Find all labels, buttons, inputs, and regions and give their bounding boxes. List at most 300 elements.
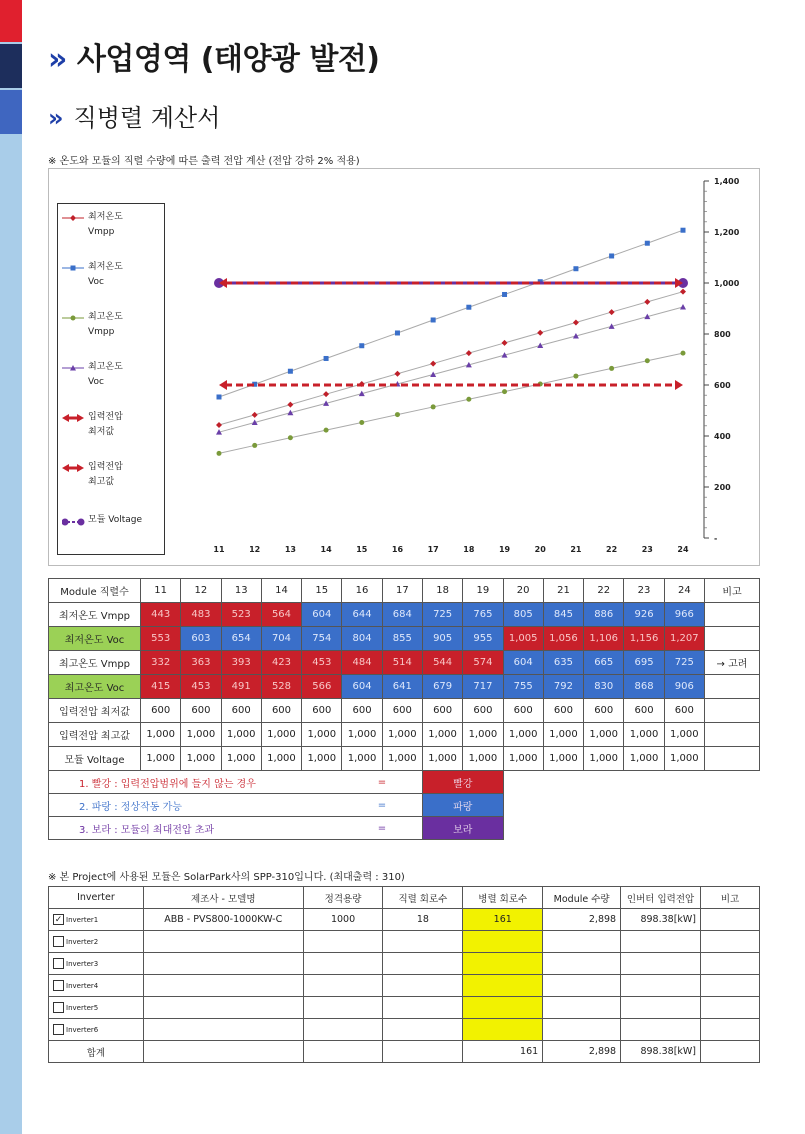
- header-cell: Module 수량: [543, 887, 621, 909]
- inverter-name: Inverter2: [66, 938, 99, 946]
- table-cell: 955: [463, 627, 503, 651]
- header-cell: 12: [181, 579, 221, 603]
- x-tick-label: 12: [249, 545, 261, 554]
- parallel-cell: [463, 997, 543, 1019]
- y-tick-label: 1,400: [714, 177, 740, 186]
- table-cell: 600: [543, 699, 583, 723]
- legend-swatch: 보라: [422, 817, 503, 840]
- total-input: 898.38[kW]: [621, 1041, 701, 1063]
- data-point: [395, 330, 400, 335]
- data-point: [466, 305, 471, 310]
- data-point: [395, 412, 400, 417]
- x-tick-label: 15: [356, 545, 368, 554]
- header-cell: 14: [261, 579, 301, 603]
- legend-item: [62, 514, 142, 528]
- table-row: [49, 675, 760, 699]
- chart-note: ※ 온도와 모듈의 직렬 수량에 따른 출력 전압 계산 (전압 강하 2% 적용): [48, 156, 360, 167]
- side-accent-red: [0, 0, 22, 42]
- data-point: [645, 241, 650, 246]
- inverter-name: Inverter1: [66, 916, 99, 924]
- table-cell: 1,000: [261, 747, 301, 771]
- header-cell: 24: [664, 579, 704, 603]
- voltage-table: [48, 578, 760, 840]
- legend-item: [62, 210, 123, 240]
- capacity-cell: [303, 1019, 383, 1041]
- data-point: [288, 369, 293, 374]
- data-point: [324, 428, 329, 433]
- table-cell: 604: [342, 675, 382, 699]
- inverter-cell: [49, 909, 144, 931]
- inverter-checkbox[interactable]: [53, 980, 64, 991]
- x-tick-label: 18: [463, 545, 475, 554]
- table-cell: 600: [141, 699, 181, 723]
- inverter-name: Inverter3: [66, 960, 99, 968]
- table-cell: 600: [261, 699, 301, 723]
- y-tick-label: 1,000: [714, 279, 740, 288]
- data-point: [252, 443, 257, 448]
- note-cell: [705, 627, 760, 651]
- table-cell: 725: [422, 603, 462, 627]
- header-cell: 병렬 회로수: [463, 887, 543, 909]
- table-cell: 491: [221, 675, 261, 699]
- table-cell: 603: [181, 627, 221, 651]
- series-cell: [383, 931, 463, 953]
- table-cell: 453: [302, 651, 342, 675]
- input-cell: [621, 997, 701, 1019]
- legend-row: [49, 817, 760, 840]
- table-cell: 704: [261, 627, 301, 651]
- table-cell: 600: [342, 699, 382, 723]
- legend-blank: [503, 794, 759, 817]
- header-cell: 인버터 입력전압: [621, 887, 701, 909]
- table-cell: 600: [221, 699, 261, 723]
- side-accent-blue: [0, 90, 22, 134]
- x-tick-label: 23: [641, 545, 653, 554]
- data-point: [216, 422, 222, 428]
- x-tick-label: 11: [213, 545, 225, 554]
- input-cell: 898.38[kW]: [621, 909, 701, 931]
- modules-cell: [543, 1019, 621, 1041]
- note-cell: [701, 997, 760, 1019]
- table-cell: 544: [422, 651, 462, 675]
- row-label: 최저온도 Vmpp: [49, 603, 141, 627]
- data-point: [502, 389, 507, 394]
- table-cell: 483: [181, 603, 221, 627]
- x-tick-label: 14: [320, 545, 332, 554]
- inverter-cell: [49, 997, 144, 1019]
- data-point: [680, 289, 686, 295]
- table-cell: 528: [261, 675, 301, 699]
- legend-marker-icon: [62, 413, 86, 423]
- legend-item: [62, 360, 123, 390]
- table-cell: 604: [503, 651, 543, 675]
- table-cell: 553: [141, 627, 181, 651]
- series-cell: 18: [383, 909, 463, 931]
- capacity-cell: [303, 997, 383, 1019]
- table-cell: 1,106: [584, 627, 624, 651]
- inverter-cell: [49, 953, 144, 975]
- header-cell: 20: [503, 579, 543, 603]
- y-tick-label: 1,200: [714, 228, 740, 237]
- table-cell: 905: [422, 627, 462, 651]
- legend-label: 최고온도 Vmpp: [88, 312, 123, 337]
- parallel-cell: [463, 1019, 543, 1041]
- table-cell: 1,000: [584, 747, 624, 771]
- legend-marker-icon: [62, 517, 86, 527]
- data-point: [466, 350, 472, 356]
- table-cell: 600: [503, 699, 543, 723]
- legend-equals: =: [342, 794, 423, 817]
- arrow-head-right: [675, 380, 683, 390]
- x-tick-label: 24: [677, 545, 689, 554]
- table-cell: 804: [342, 627, 382, 651]
- y-tick-label: 800: [714, 330, 731, 339]
- table-cell: 443: [141, 603, 181, 627]
- table-cell: 453: [181, 675, 221, 699]
- inverter-checkbox[interactable]: [53, 1024, 64, 1035]
- table-cell: 1,000: [543, 723, 583, 747]
- data-point: [573, 266, 578, 271]
- table-cell: 717: [463, 675, 503, 699]
- table-header-row: [49, 579, 760, 603]
- chart-legend: [57, 203, 165, 555]
- capacity-cell: [303, 953, 383, 975]
- project-note: ※ 본 Project에 사용된 모듈은 SolarPark사의 SPP-310입니다. (최대출력 : 310): [48, 872, 405, 883]
- legend-row: [49, 794, 760, 817]
- header-cell: 15: [302, 579, 342, 603]
- table-cell: 725: [664, 651, 704, 675]
- legend-equals: =: [342, 771, 423, 794]
- header-cell: 비고: [705, 579, 760, 603]
- table-cell: 654: [221, 627, 261, 651]
- inverter-checkbox[interactable]: ✓: [54, 915, 63, 925]
- table-cell: 1,000: [382, 723, 422, 747]
- table-cell: 1,000: [503, 747, 543, 771]
- series-cell: [383, 1019, 463, 1041]
- note-cell: [701, 953, 760, 975]
- table-cell: 523: [221, 603, 261, 627]
- data-point: [359, 343, 364, 348]
- table-cell: 765: [463, 603, 503, 627]
- table-cell: 566: [302, 675, 342, 699]
- table-cell: 1,000: [382, 747, 422, 771]
- table-cell: 1,000: [543, 747, 583, 771]
- data-point: [609, 366, 614, 371]
- model-cell: [143, 997, 303, 1019]
- table-cell: 855: [382, 627, 422, 651]
- legend-row: [49, 771, 760, 794]
- inverter-checkbox[interactable]: [53, 936, 64, 947]
- table-row: [49, 1019, 760, 1041]
- table-cell: 1,000: [584, 723, 624, 747]
- data-point: [288, 435, 293, 440]
- table-cell: 926: [624, 603, 664, 627]
- y-tick-label: 200: [714, 483, 731, 492]
- inverter-name: Inverter5: [66, 1004, 99, 1012]
- header-cell: 23: [624, 579, 664, 603]
- table-cell: 1,000: [422, 723, 462, 747]
- y-tick-label: 400: [714, 432, 731, 441]
- table-cell: 1,207: [664, 627, 704, 651]
- table-row: [49, 699, 760, 723]
- data-point: [324, 356, 329, 361]
- row-label: 최저온도 Voc: [49, 627, 141, 651]
- legend-label: 모듈 Voltage: [88, 515, 143, 525]
- x-tick-label: 22: [606, 545, 618, 554]
- total-modules: 2,898: [543, 1041, 621, 1063]
- legend-label: 입력전압 최저값: [88, 412, 123, 437]
- note-cell: [701, 975, 760, 997]
- inverter-table: [48, 886, 760, 1063]
- table-cell: 1,000: [664, 723, 704, 747]
- modules-cell: [543, 931, 621, 953]
- table-cell: 684: [382, 603, 422, 627]
- data-point: [609, 253, 614, 258]
- legend-marker-icon: [62, 213, 86, 223]
- x-tick-label: 17: [427, 545, 439, 554]
- x-tick-label: 13: [284, 545, 296, 554]
- legend-text: 3. 보라 : 모듈의 최대전압 초과: [49, 817, 342, 840]
- table-cell: 600: [382, 699, 422, 723]
- legend-marker-icon: [62, 363, 86, 373]
- data-point: [430, 361, 436, 367]
- legend-label: 최저온도 Voc: [88, 262, 123, 287]
- legend-label: 최고온도 Voc: [88, 362, 123, 387]
- table-row: [49, 603, 760, 627]
- header-cell: 18: [422, 579, 462, 603]
- inverter-name: Inverter4: [66, 982, 99, 990]
- table-cell: 1,000: [141, 723, 181, 747]
- input-cell: [621, 931, 701, 953]
- legend-blank: [503, 817, 759, 840]
- table-cell: 484: [342, 651, 382, 675]
- note-cell: [705, 747, 760, 771]
- table-cell: 604: [302, 603, 342, 627]
- note-cell: [701, 931, 760, 953]
- data-point: [502, 292, 507, 297]
- side-accent-navy: [0, 44, 22, 88]
- table-cell: 600: [181, 699, 221, 723]
- row-label: 입력전압 최저값: [49, 699, 141, 723]
- header-cell: Module 직렬수: [49, 579, 141, 603]
- table-row: [49, 975, 760, 997]
- data-point: [644, 299, 650, 305]
- data-point: [573, 320, 579, 326]
- table-cell: 754: [302, 627, 342, 651]
- table-cell: 574: [463, 651, 503, 675]
- table-cell: 1,000: [302, 723, 342, 747]
- table-header-row: [49, 887, 760, 909]
- capacity-cell: 1000: [303, 909, 383, 931]
- side-accent-bar: [0, 0, 22, 1134]
- legend-blank: [503, 771, 759, 794]
- inverter-checkbox[interactable]: [53, 1002, 64, 1013]
- x-tick-label: 21: [570, 545, 582, 554]
- legend-marker-icon: [62, 313, 86, 323]
- table-cell: 1,000: [181, 723, 221, 747]
- table-cell: 886: [584, 603, 624, 627]
- parallel-cell: 161: [463, 909, 543, 931]
- x-tick-label: 20: [534, 545, 546, 554]
- table-cell: 332: [141, 651, 181, 675]
- modules-cell: 2,898: [543, 909, 621, 931]
- table-cell: [701, 1041, 760, 1063]
- header-cell: 17: [382, 579, 422, 603]
- table-row: [49, 931, 760, 953]
- y-tick-label: 600: [714, 381, 731, 390]
- table-cell: 363: [181, 651, 221, 675]
- table-cell: 679: [422, 675, 462, 699]
- legend-text: 1. 빨강 : 입력전압범위에 들지 않는 경우: [49, 771, 342, 794]
- table-cell: 830: [584, 675, 624, 699]
- legend-item: [62, 310, 123, 340]
- model-cell: [143, 931, 303, 953]
- table-cell: 906: [664, 675, 704, 699]
- data-point: [609, 309, 615, 315]
- data-point: [573, 374, 578, 379]
- note-cell: → 고려: [705, 651, 760, 675]
- table-cell: 423: [261, 651, 301, 675]
- y-tick-label: -: [714, 534, 718, 543]
- header-cell: 제조사 - 모델명: [143, 887, 303, 909]
- table-row: [49, 723, 760, 747]
- series-cell: [383, 997, 463, 1019]
- data-point: [681, 351, 686, 356]
- series-cell: [383, 975, 463, 997]
- page-title: [48, 34, 380, 78]
- total-row: [49, 1041, 760, 1063]
- model-cell: [143, 975, 303, 997]
- table-cell: 415: [141, 675, 181, 699]
- data-point: [217, 394, 222, 399]
- capacity-cell: [303, 975, 383, 997]
- capacity-cell: [303, 931, 383, 953]
- table-cell: 1,000: [141, 747, 181, 771]
- chart-container: [48, 168, 760, 566]
- table-cell: 1,156: [624, 627, 664, 651]
- table-row: [49, 997, 760, 1019]
- total-label: 합계: [49, 1041, 144, 1063]
- data-point: [359, 420, 364, 425]
- data-point: [252, 412, 258, 418]
- row-label: 모듈 Voltage: [49, 747, 141, 771]
- header-cell: 정격용량: [303, 887, 383, 909]
- table-cell: 1,000: [463, 723, 503, 747]
- table-cell: 792: [543, 675, 583, 699]
- table-cell: 600: [302, 699, 342, 723]
- data-point: [431, 404, 436, 409]
- legend-marker-icon: [62, 463, 86, 473]
- modules-cell: [543, 953, 621, 975]
- chevron-icon: »: [48, 42, 67, 77]
- table-cell: 695: [624, 651, 664, 675]
- x-tick-label: 19: [498, 545, 511, 554]
- model-cell: [143, 1019, 303, 1041]
- inverter-cell: [49, 931, 144, 953]
- legend-equals: =: [342, 817, 423, 840]
- chevron-icon: »: [48, 104, 64, 132]
- table-cell: 1,000: [261, 723, 301, 747]
- table-cell: 564: [261, 603, 301, 627]
- legend-swatch: 파랑: [422, 794, 503, 817]
- row-label: 최고온도 Voc: [49, 675, 141, 699]
- total-parallel: 161: [463, 1041, 543, 1063]
- table-cell: 393: [221, 651, 261, 675]
- header-cell: 19: [463, 579, 503, 603]
- table-cell: 600: [664, 699, 704, 723]
- input-cell: [621, 953, 701, 975]
- table-cell: 514: [382, 651, 422, 675]
- legend-marker-icon: [62, 263, 86, 273]
- table-cell: 1,000: [342, 723, 382, 747]
- note-cell: [705, 603, 760, 627]
- header-cell: 비고: [701, 887, 760, 909]
- table-cell: 1,000: [664, 747, 704, 771]
- parallel-cell: [463, 953, 543, 975]
- table-cell: 644: [342, 603, 382, 627]
- legend-item: [62, 410, 123, 440]
- table-row: [49, 651, 760, 675]
- header-cell: 13: [221, 579, 261, 603]
- input-cell: [621, 1019, 701, 1041]
- table-cell: [383, 1041, 463, 1063]
- input-cell: [621, 975, 701, 997]
- table-cell: 641: [382, 675, 422, 699]
- data-point: [394, 371, 400, 377]
- data-point: [680, 304, 686, 310]
- table-cell: 1,000: [624, 723, 664, 747]
- note-cell: [705, 723, 760, 747]
- table-cell: 966: [664, 603, 704, 627]
- table-cell: 1,000: [302, 747, 342, 771]
- data-point: [217, 451, 222, 456]
- header-cell: 11: [141, 579, 181, 603]
- table-cell: 665: [584, 651, 624, 675]
- data-point: [466, 397, 471, 402]
- x-tick-label: 16: [391, 545, 404, 554]
- header-cell: 직렬 회로수: [383, 887, 463, 909]
- table-cell: 600: [422, 699, 462, 723]
- table-cell: [143, 1041, 303, 1063]
- data-point: [502, 340, 508, 346]
- inverter-cell: [49, 1019, 144, 1041]
- legend-item: [62, 260, 123, 290]
- table-cell: 1,000: [221, 723, 261, 747]
- legend-swatch: 빨강: [422, 771, 503, 794]
- inverter-checkbox[interactable]: [53, 958, 64, 969]
- page-subtitle-text: 직병렬 계산서: [73, 104, 221, 132]
- table-row: [49, 953, 760, 975]
- table-cell: 1,000: [463, 747, 503, 771]
- note-cell: [701, 909, 760, 931]
- inverter-name: Inverter6: [66, 1026, 99, 1034]
- modules-cell: [543, 997, 621, 1019]
- table-cell: 845: [543, 603, 583, 627]
- header-cell: 21: [543, 579, 583, 603]
- table-cell: 755: [503, 675, 543, 699]
- note-cell: [705, 699, 760, 723]
- table-cell: 805: [503, 603, 543, 627]
- page-title-text: 사업영역 (태양광 발전): [76, 42, 380, 77]
- data-point: [681, 228, 686, 233]
- table-cell: 868: [624, 675, 664, 699]
- table-cell: 1,000: [181, 747, 221, 771]
- parallel-cell: [463, 931, 543, 953]
- arrow-head-left: [219, 380, 227, 390]
- table-cell: 635: [543, 651, 583, 675]
- table-cell: [303, 1041, 383, 1063]
- series-cell: [383, 953, 463, 975]
